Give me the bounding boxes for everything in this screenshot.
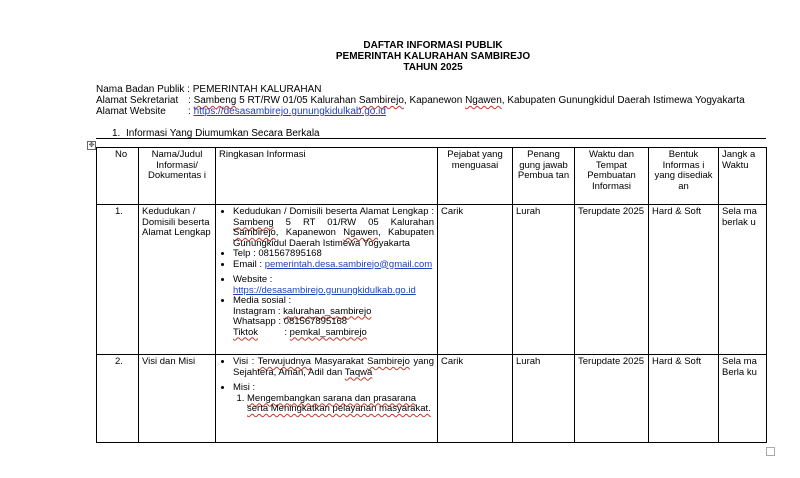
row1-tiktok-sep: : [257,326,290,338]
header-ringkasan: Ringkasan Informasi [216,148,438,205]
row1-website-label: Website : [233,274,273,285]
row1-alamat [233,207,434,249]
row1-website [233,275,434,296]
row1-ringkasan [216,205,438,355]
meta-alamat-word1: Sambeng [193,95,237,106]
header-jangka: Jangk a Waktu [719,148,767,205]
row2-pejabat: Carik [438,355,513,443]
row1-tiktok-label: Tiktok [233,326,258,338]
table-resize-handle-icon[interactable] [766,447,775,456]
row1-tiktok-value: pemkal_sambirejo [289,326,367,338]
row1-nama: Kedudukan / Domisili beserta Alamat Lengkap [139,205,216,355]
row1-alamat-word3: Ngawen [343,227,379,238]
section-number: 1. [112,128,121,139]
row1-alamat-text-d: , Kabupaten Gunungkidul Daerah Istimewa Yogyakarta [233,227,434,249]
doc-title-line1: DAFTAR INFORMASI PUBLIK [363,40,503,51]
row1-pejabat: Carik [438,205,513,355]
row2-visi-word3: Taqwa [344,366,373,378]
row2-visi-word1: Terwujudnya [257,356,311,367]
meta-alamat-text1: 5 RT/RW 01/05 Kalurahan [236,95,359,106]
row1-telp: • Telp : 081567895168 [233,249,434,260]
row1-alamat-text-b: 5 RT 01/RW 05 Kalurahan [273,216,434,228]
doc-title-line3: TAHUN 2025 [403,62,463,73]
meta-website-link[interactable]: https://desasambirejo.gunungkidulkab.go.id [193,106,386,117]
header-waktu: Waktu dan Tempat Pembuatan Informasi [575,148,649,205]
table-header-row [97,148,767,205]
header-penanggung: Penang gung jawab Pembua tan [513,148,575,205]
meta-alamat-word2: Sambirejo [358,95,404,106]
row1-medsos [233,296,434,338]
table-row [97,355,767,443]
row2-visi [233,357,434,378]
row1-alamat-text-c: , Kapanewon [275,227,344,238]
row1-waktu: Terupdate 2025 [575,205,649,355]
meta-website-label: Alamat Website [96,106,166,117]
row2-jangka: Sela ma Berla ku [719,355,767,443]
row2-visi-text-a: Masyarakat [310,356,368,367]
meta-alamat-text2: , Kapanewon [403,95,466,106]
row2-misi [233,383,434,415]
row2-visi-label: Visi : [233,356,258,367]
meta-badan-value: : PEMERINTAH KALURAHAN [187,84,322,95]
row1-no: 1. [97,205,139,355]
meta-badan [96,84,321,95]
header-pejabat: Pejabat yang menguasai [438,148,513,205]
row1-instagram-label: Instagram : [233,305,284,317]
meta-website-colon: : [188,106,191,117]
meta-website [96,106,386,117]
row1-whatsapp: Whatsapp : 081567895168 [233,316,348,327]
row2-visi-word2: Sambirejo [367,356,410,367]
row1-penanggung: Lurah [513,205,575,355]
row2-no: 2. [97,355,139,443]
table-row [97,205,767,355]
doc-title-line2: PEMERINTAH KALURAHAN SAMBIREJO [335,51,531,62]
row2-misi-item1: 1. Mengembangkan sarana dan prasarana serta Meningkatkan pelayanan masyarakat. [247,394,434,415]
info-table [96,147,767,443]
meta-alamat-label: Alamat Sekretariat [96,95,179,106]
row1-alamat-text-a: Kedudukan / Domisili beserta Alamat Lengkap : [233,206,434,217]
row1-instagram-value: kalurahan_sambirejo [283,305,372,317]
row1-email-label: Email : [233,258,265,270]
table-move-handle-icon[interactable]: ✥ [88,142,95,149]
meta-alamat-word3: Ngawen [465,95,502,106]
row1-medsos-label: Media sosial : [233,295,292,306]
header-no: No [97,148,139,205]
row2-waktu: Terupdate 2025 [575,355,649,443]
section-divider [96,138,766,139]
meta-alamat [96,95,745,106]
row2-penanggung: Lurah [513,355,575,443]
row2-ringkasan [216,355,438,443]
row1-email [233,260,434,271]
meta-badan-label: Nama Badan Publik [96,84,185,95]
row1-website-link[interactable]: https://desasambirejo.gunungkidulkab.go.id [233,284,416,296]
header-bentuk: Bentuk Informas i yang disediak an [649,148,719,205]
header-nama: Nama/Judul Informasi/ Dokumentas i [139,148,216,205]
row1-jangka: Sela ma berlak u [719,205,767,355]
section-title: Informasi Yang Diumumkan Secara Berkala [126,128,320,139]
row1-alamat-word1: Sambeng [233,216,274,228]
row1-alamat-word2: Sambirejo [233,227,276,238]
row1-bentuk: Hard & Soft [649,205,719,355]
meta-alamat-text3: , Kabupaten Gunungkidul Daerah Istimewa Yogyakarta [501,95,745,106]
meta-alamat-colon: : [188,95,191,106]
row2-visi-text-b: yang Sejahtera, Aman, Adil dan [233,356,434,378]
row2-misi-label: Misi : [233,382,256,393]
row1-email-link[interactable]: pemerintah.desa.sambirejo@gmail.com [264,258,433,270]
row2-nama: Visi dan Misi [139,355,216,443]
row2-bentuk: Hard & Soft [649,355,719,443]
